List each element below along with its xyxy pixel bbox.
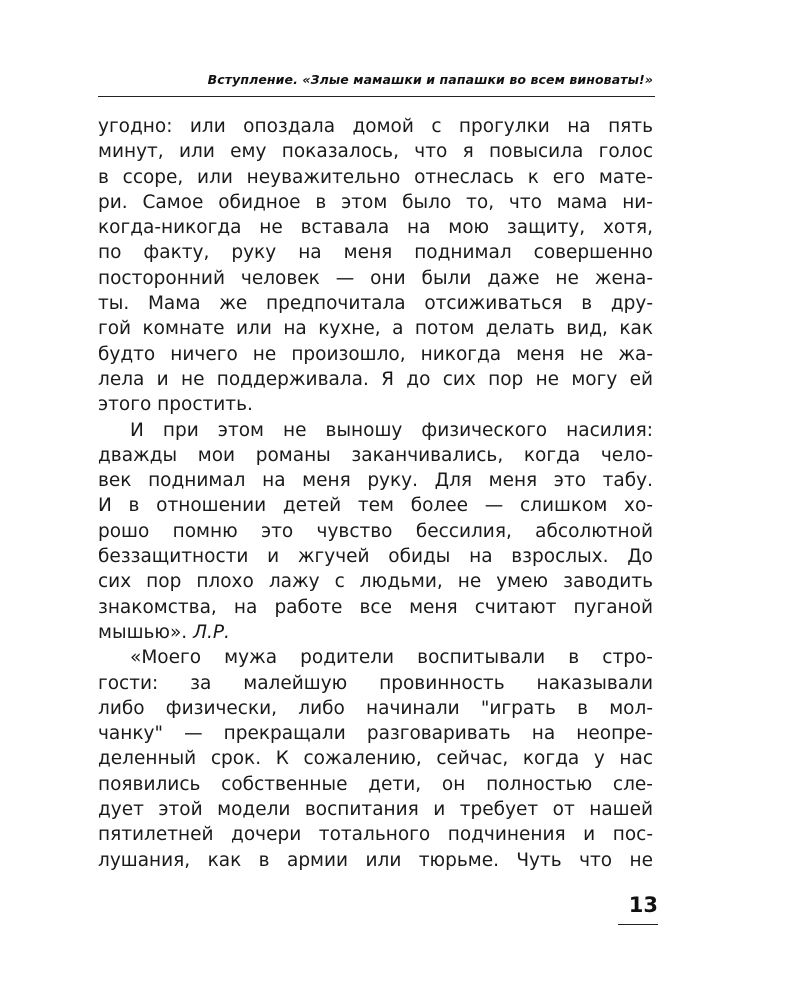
text-line: век поднимал на меня руку. Для меня это табу. xyxy=(98,470,653,492)
text-line: посторонний человек — они были даже не жена- xyxy=(98,267,653,289)
text-line: беззащитности и жгучей обиды на взрослых. До xyxy=(98,546,653,568)
text-line: лела и не поддерживала. Я до сих пор не могу ей xyxy=(98,368,653,390)
text-line: минут, или ему показалось, что я повысила голос xyxy=(98,141,653,163)
text-line: по факту, руку на меня поднимал совершенно xyxy=(98,242,653,264)
text-line: лушания, как в армии или тюрьме. Чуть что не xyxy=(98,849,653,871)
text-line: появились собственные дети, он полностью сле- xyxy=(98,773,653,795)
text-line: либо физически, либо начинали "играть в мол- xyxy=(98,697,653,719)
text-line: рошо помню это чувство бессилия, абсолютной xyxy=(98,520,653,542)
text-line: угодно: или опоздала домой с прогулки на пять xyxy=(98,116,653,137)
paragraph-3 xyxy=(98,645,653,873)
quote-end-text: мышью». xyxy=(98,621,188,643)
author-initials: Л.Р. xyxy=(193,621,230,643)
body-text xyxy=(98,114,653,873)
text-line: будто ничего не произошло, никогда меня не жа- xyxy=(98,343,653,365)
text-line: этого простить. xyxy=(98,394,253,416)
text-line: гой комнате или на кухне, а потом делать вид, как xyxy=(98,318,653,340)
text-line: пятилетней дочери тотального подчинения и пос- xyxy=(98,824,653,846)
text-line: знакомства, на работе все меня считают пуганой xyxy=(98,596,653,618)
text-line: ты. Мама же предпочитала отсиживаться в дру- xyxy=(98,293,653,315)
text-line: «Моего мужа родители воспитывали в стро- xyxy=(130,647,653,669)
running-header-title: Вступление. «Злые мамашки и папашки во всем виноваты!» xyxy=(207,72,653,87)
header-divider xyxy=(98,96,655,97)
text-line: И при этом не выношу физического насилия: xyxy=(130,419,653,441)
paragraph-2 xyxy=(98,418,653,646)
footer-divider xyxy=(618,924,658,925)
text-line: И в отношении детей тем более — слишком хо- xyxy=(98,495,653,517)
page-number: 13 xyxy=(628,893,658,917)
text-line: когда-никогда не вставала на мою защиту, хотя, xyxy=(98,217,653,239)
text-line: сих пор плохо лажу с людьми, не умею заводить xyxy=(98,571,653,593)
text-line: чанку" — прекращали разговаривать на неопре- xyxy=(98,723,653,745)
text-line xyxy=(98,620,653,645)
text-line: дует этой модели воспитания и требует от нашей xyxy=(98,799,653,821)
text-line: деленный срок. К сожалению, сейчас, когда у нас xyxy=(98,748,653,770)
text-line: ри. Самое обидное в этом было то, что мама ни- xyxy=(98,191,653,213)
text-line: в ссоре, или неуважительно отнеслась к его мате- xyxy=(98,166,653,188)
paragraph-1 xyxy=(98,114,653,418)
text-line: гости: за малейшую провинность наказывали xyxy=(98,672,653,694)
text-line: дважды мои романы заканчивались, когда чело- xyxy=(98,444,653,466)
